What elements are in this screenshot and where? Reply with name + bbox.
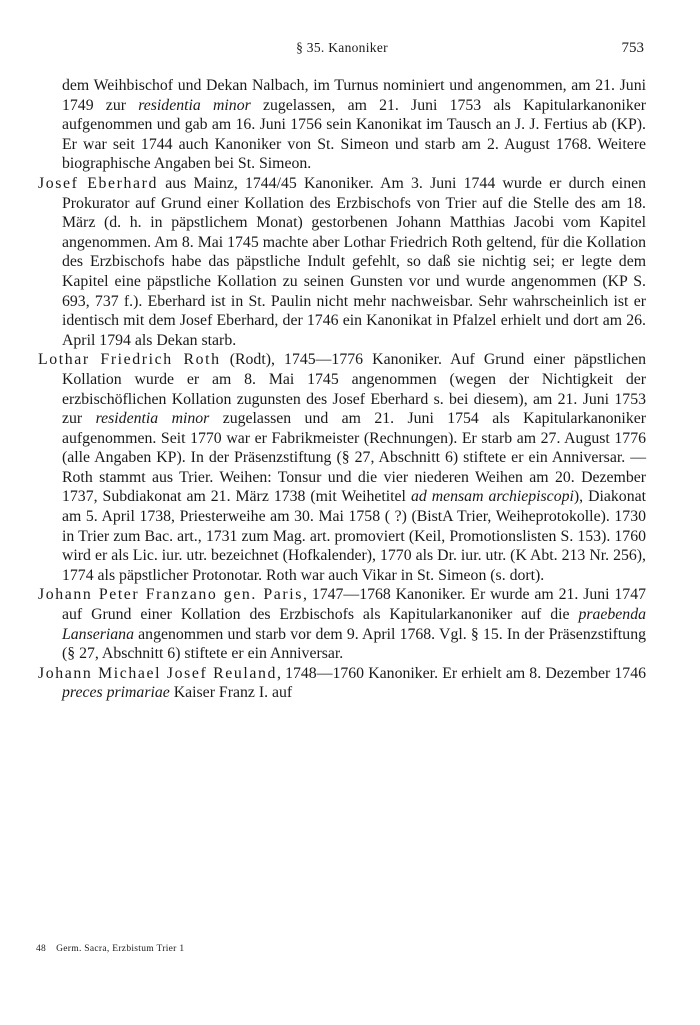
entry-text: , 1747—1768 Kanoniker. Er wurde am 21. Juni 1747 auf Grund einer Kollation des Erzbischofs als Kapitularkanoniker auf die praebenda Lanseriana angenommen und starb vor dem 9. April 1768. Vgl. § 15. In der Präsenzstiftung (§ 27, Abschnitt 6) stiftete er ein Anniversar.: [62, 586, 646, 663]
entry-name: Johann Peter Franzano gen. Paris: [38, 586, 304, 604]
entry-name: Lothar Friedrich Roth: [38, 351, 221, 369]
entry-name: Johann Michael Josef Reuland: [38, 664, 277, 682]
entry-name: Josef Eberhard: [38, 174, 158, 192]
entry-text: , 1748—1760 Kanoniker. Er erhielt am 8. Dezember 1746 preces primariae Kaiser Franz I. auf: [62, 664, 646, 702]
entry-lothar-friedrich-roth: [38, 350, 646, 585]
entry-continuation: [38, 76, 646, 174]
section-title: § 35. Kanoniker: [296, 40, 388, 55]
page-number: 753: [621, 40, 644, 56]
main-text: [38, 76, 646, 703]
signature-line: [36, 944, 184, 954]
entry-text: (Rodt), 1745—1776 Kanoniker. Auf Grund einer päpstlichen Kollation wurde er am 8. Mai 1745 angenommen (wegen der Nichtigkeit der erzbischöflichen Kollation zugunsten des Josef Eberhard s. bei diesem), am 21. Juni 1753 zur residentia minor zugelassen und am 21. Juni 1754 als Kapitularkanoniker aufgenommen. Seit 1770 war er Fabrikmeister (Rechnungen). Er starb am 27. August 1776 (alle Angaben KP). In der Präsenzstiftung (§ 27, Abschnitt 6) stiftete er ein Anniversar. — Roth stammt aus Trier. Weihen: Tonsur und die vier niederen Weihen am 20. Dezember 1737, Subdiakonat am 21. März 1738 (mit Weihetitel ad mensam archiepiscopi), Diakonat am 5. April 1738, Priesterweihe am 30. Mai 1758 ( ?) (BistA Trier, Weiheprotokolle). 1730 in Trier zum Bac. art., 1731 zum Mag. art. promoviert (Keil, Promotionslisten S. 153). 1760 wird er als Lic. iur. utr. bezeichnet (Hofkalender), 1770 als Dr. iur. utr. (K Abt. 213 Nr. 256), 1774 als päpstlicher Protonotar. Roth war auch Vikar in St. Simeon (s. dort).: [62, 351, 646, 584]
signature-text: Germ. Sacra, Erzbistum Trier 1: [56, 944, 185, 954]
entry-josef-eberhard: [38, 174, 646, 350]
signature-number: 48: [36, 944, 47, 954]
running-header: [40, 40, 644, 62]
entry-text: dem Weihbischof und Dekan Nalbach, im Turnus nominiert und angenommen, am 21. Juni 1749 zur residentia minor zugelassen, am 21. Juni 1753 als Kapitularkanoniker aufgenommen und gab am 16. Juni 1756 sein Kanonikat im Tausch an J. J. Fertius ab (KP). Er war seit 1744 auch Kanoniker von St. Simeon und starb am 2. August 1768. Weitere biographische Angaben bei St. Simeon.: [62, 77, 646, 173]
entry-text: aus Mainz, 1744/45 Kanoniker. Am 3. Juni 1744 wurde er durch einen Prokurator auf Grund einer Kollation des Erzbischofs von Trier auf die Stelle des am 18. März (d. h. in päpstlichem Monat) gestorbenen Johann Matthias Jacobi vom Kapitel angenommen. Am 8. Mai 1745 machte aber Lothar Friedrich Roth geltend, für die Kollation des Erzbischofs habe das päpstliche Indult gefehlt, so daß sie nichtig sei; er legte dem Kapitel eine päpstliche Kollation zu seinen Gunsten vor und wurde angenommen (KP S. 693, 737 f.). Eberhard ist in St. Paulin nicht mehr nachweisbar. Sehr wahrscheinlich ist er identisch mit dem Josef Eberhard, der 1746 ein Kanonikat in Pfalzel erhielt und dort am 26. April 1794 als Dekan starb.: [62, 174, 647, 349]
entry-johann-peter-franzano: [38, 585, 646, 663]
entry-johann-michael-josef-reuland: [38, 664, 646, 703]
